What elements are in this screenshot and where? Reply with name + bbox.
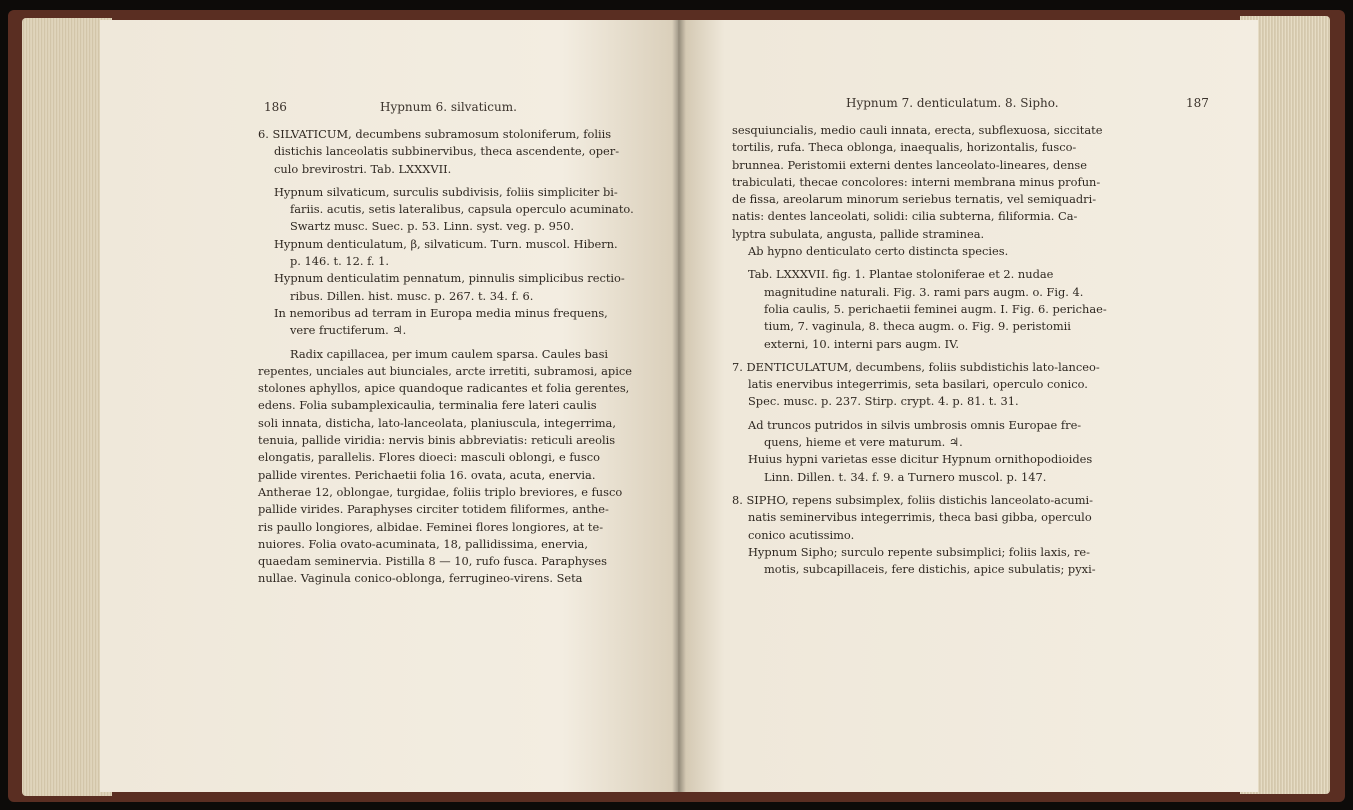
right-page-line: latis enervibus integerrimis, seta basilari, operculo conico. bbox=[748, 377, 1088, 392]
left-page-line: Hypnum denticulatim pennatum, pinnulis simplicibus rectio- bbox=[274, 271, 625, 286]
right-page-line: conico acutissimo. bbox=[748, 527, 855, 542]
right-page-line: motis, subcapillaceis, fere distichis, apice subulatis; pyxi- bbox=[764, 562, 1096, 577]
right-page-line: Ad truncos putridos in silvis umbrosis omnis Europae fre- bbox=[748, 417, 1082, 432]
left-body-text bbox=[258, 126, 678, 588]
left-page-line: nuiores. Folia ovato-acuminata, 18, pallidissima, enervia, bbox=[258, 536, 588, 551]
right-page-line: tium, 7. vaginula, 8. theca augm. o. Fig. 9. peristomii bbox=[764, 319, 1071, 334]
gutter-shadow bbox=[672, 20, 686, 792]
left-page-line: Swartz musc. Suec. p. 53. Linn. syst. veg. p. 950. bbox=[290, 219, 575, 234]
right-running-title: Hypnum 7. denticulatum. 8. Sipho. bbox=[846, 96, 1059, 110]
right-page-line: Ab hypno denticulato certo distincta species. bbox=[748, 244, 1009, 259]
right-page-line: lyptra subulata, angusta, pallide straminea. bbox=[732, 226, 985, 241]
left-page-line: p. 146. t. 12. f. 1. bbox=[290, 254, 389, 269]
left-page-line: stolones aphyllos, apice quandoque radicantes et folia gerentes, bbox=[258, 381, 630, 396]
left-page-line: 6. SILVATICUM, decumbens subramosum stoloniferum, foliis bbox=[258, 127, 612, 141]
left-page-line: ribus. Dillen. hist. musc. p. 267. t. 34. f. 6. bbox=[290, 288, 534, 303]
right-page-line: Hypnum Sipho; surculo repente subsimplici; foliis laxis, re- bbox=[748, 544, 1091, 559]
left-page-line: repentes, unciales aut biunciales, arcte irretiti, subramosi, apice bbox=[258, 363, 632, 378]
left-page bbox=[100, 20, 678, 792]
left-page-line: ris paullo longiores, albidae. Feminei flores longiores, at te- bbox=[258, 519, 604, 534]
left-page-line: Radix capillacea, per imum caulem sparsa. Caules basi bbox=[290, 346, 609, 361]
right-page-line: natis seminervibus integerrimis, theca basi gibba, operculo bbox=[748, 510, 1092, 525]
left-page-line: elongatis, parallelis. Flores dioeci: masculi oblongi, e fusco bbox=[258, 450, 600, 465]
left-page-line: edens. Folia subamplexicaulia, terminalia fere lateri caulis bbox=[258, 398, 597, 413]
left-page-line: soli innata, disticha, lato-lanceolata, planiuscula, integerrima, bbox=[258, 415, 616, 430]
right-body-text bbox=[732, 122, 1232, 578]
right-page-line: folia caulis, 5. perichaetii feminei augm. I. Fig. 6. perichae- bbox=[764, 301, 1107, 316]
right-page-line: de fissa, areolarum minorum seriebus ternatis, vel semiquadri- bbox=[732, 192, 1097, 207]
left-page-line: pallide virentes. Perichaetii folia 16. ovata, acuta, enervia. bbox=[258, 467, 596, 482]
right-page-line: natis: dentes lanceolati, solidi: cilia subterna, filiformia. Ca- bbox=[732, 209, 1078, 224]
left-page-number: 186 bbox=[264, 100, 287, 114]
left-page-line: fariis. acutis, setis lateralibus, capsula operculo acuminato. bbox=[290, 202, 634, 217]
right-page-line: externi, 10. interni pars augm. IV. bbox=[764, 336, 960, 351]
right-page-line: sesquiuncialis, medio cauli innata, erecta, subflexuosa, siccitate bbox=[732, 123, 1103, 137]
left-page-line: culo brevirostri. Tab. LXXXVII. bbox=[274, 161, 452, 176]
left-page-line: pallide virides. Paraphyses circiter totidem filiformes, anthe- bbox=[258, 502, 609, 517]
right-page-line: 7. DENTICULATUM, decumbens, foliis subdistichis lato-lanceo- bbox=[732, 359, 1100, 374]
page-edges-left bbox=[22, 18, 112, 796]
left-page-line: Antherae 12, oblongae, turgidae, foliis triplo breviores, e fusco bbox=[258, 484, 623, 499]
right-page-line: magnitudine naturali. Fig. 3. rami pars augm. o. Fig. 4. bbox=[764, 284, 1084, 299]
right-page-line: Linn. Dillen. t. 34. f. 9. a Turnero muscol. p. 147. bbox=[764, 469, 1047, 484]
left-page-line: nullae. Vaginula conico-oblonga, ferrugineo-virens. Seta bbox=[258, 571, 583, 586]
right-page-line: brunnea. Peristomii externi dentes lanceolato-lineares, dense bbox=[732, 157, 1088, 172]
left-page-line: distichis lanceolatis subbinervibus, theca ascendente, oper- bbox=[274, 144, 620, 159]
left-page-line: In nemoribus ad terram in Europa media minus frequens, bbox=[274, 305, 608, 320]
right-page-line: Huius hypni varietas esse dicitur Hypnum ornithopodioides bbox=[748, 452, 1093, 467]
left-page-line: Hypnum denticulatum, β, silvaticum. Turn. muscol. Hibern. bbox=[274, 236, 618, 251]
right-page-line: Spec. musc. p. 237. Stirp. crypt. 4. p. 81. t. 31. bbox=[748, 394, 1019, 409]
right-page-line: quens, hieme et vere maturum. ♃. bbox=[764, 435, 963, 450]
left-page-line: vere fructiferum. ♃. bbox=[290, 323, 407, 338]
right-page-number: 187 bbox=[1186, 96, 1209, 110]
left-page-line: Hypnum silvaticum, surculis subdivisis, foliis simpliciter bi- bbox=[274, 184, 618, 199]
left-running-title: Hypnum 6. silvaticum. bbox=[380, 100, 517, 114]
right-page-line: tortilis, rufa. Theca oblonga, inaequalis, horizontalis, fusco- bbox=[732, 140, 1077, 155]
right-page bbox=[678, 20, 1258, 792]
left-page-line: quaedam seminervia. Pistilla 8 — 10, rufo fusca. Paraphyses bbox=[258, 554, 607, 569]
right-page-line: 8. SIPHO, repens subsimplex, foliis distichis lanceolato-acumi- bbox=[732, 492, 1093, 507]
left-page-line: tenuia, pallide viridia: nervis binis abbreviatis: reticuli areolis bbox=[258, 433, 616, 448]
right-page-line: Tab. LXXXVII. fig. 1. Plantae stoloniferae et 2. nudae bbox=[748, 267, 1054, 282]
right-page-line: trabiculati, thecae concolores: interni membrana minus profun- bbox=[732, 174, 1101, 189]
